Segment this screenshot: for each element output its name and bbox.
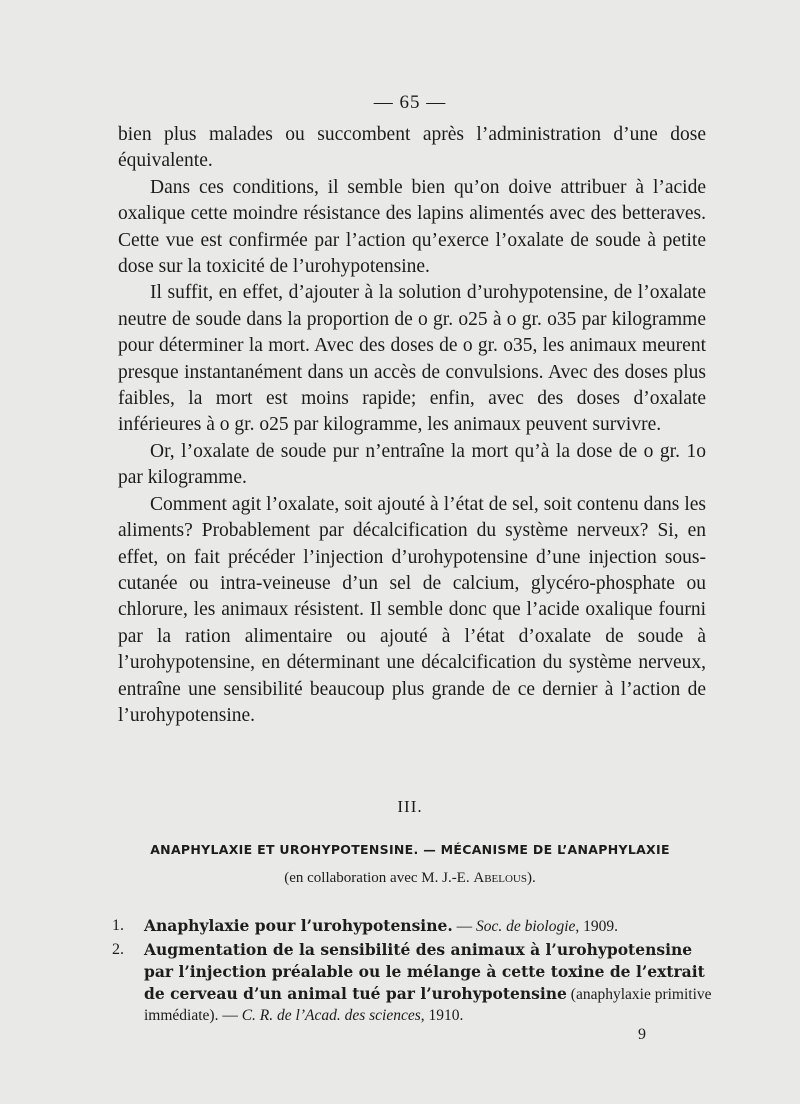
reference-item [112, 915, 712, 937]
reference-title: Augmentation de la sensibilité des animaux à l’urohypotensine par l’injection préalable ou le mélange à cette toxine de l’extrait de cerveau d’un animal tué par l’urohypotensine [144, 940, 705, 1003]
paragraph: Dans ces conditions, il semble bien qu’on doive attribuer à l’acide oxalique cette moindre résistance des lapins alimentés avec des betteraves. Cette vue est confirmée par l’action qu’exerce l’oxalate de soude à petite dose sur la toxicité de l’urohypotensine. [118, 176, 706, 278]
reference-journal: C. R. de l’Acad. des sciences [241, 1007, 421, 1024]
paragraph: Comment agit l’oxalate, soit ajouté à l’état de sel, soit contenu dans les aliments? Probablement par décalcification du système nerveux? Si, en effet, on fait précéder l’injection d’urohypotensine d’une injection sous-cutanée ou intra-veineuse d’un sel de calcium, glycéro-phosphate ou chlorure, les animaux résistent. Il semble donc que l’acide oxalique fourni par la ration alimentaire ou ajouté à l’état d’oxalate de soude à l’urohypotensine, en déterminant une décalcification du système nerveux, entraîne une sensibilité beaucoup plus grande de ce dernier à l’action de l’urohypotensine. [118, 493, 706, 726]
signature-mark: 9 [638, 1026, 646, 1043]
paragraph: Or, l’oxalate de soude pur n’entraîne la mort qu’à la dose de o gr. 1o par kilogramme. [118, 440, 706, 489]
reference-number: 1. [112, 917, 124, 934]
body-text [118, 122, 706, 729]
collab-prefix: (en collaboration avec M. J.-E. [284, 870, 474, 886]
collaboration-note [0, 870, 800, 887]
reference-item [112, 939, 712, 1026]
reference-separator: — [452, 918, 476, 935]
reference-note: (anaphylaxie primitive immédiate). — [144, 986, 712, 1024]
paragraph: bien plus malades ou succombent après l’administration d’une dose équivalente. [118, 124, 706, 172]
reference-list [112, 915, 712, 1028]
collab-name: Abelous [473, 870, 527, 886]
section-title: ANAPHYLAXIE ET UROHYPOTENSINE. — MÉCANISME DE L’ANAPHYLAXIE [150, 842, 670, 857]
reference-title: Anaphylaxie pour l’urohypotensine. [144, 916, 453, 935]
reference-year: , 1909. [575, 918, 619, 935]
reference-journal: Soc. de biologie [475, 918, 576, 935]
reference-number: 2. [112, 941, 124, 958]
paragraph: Il suffit, en effet, d’ajouter à la solution d’urohypotensine, de l’oxalate neutre de soude dans la proportion de o gr. o25 à o gr. o35 par kilogramme pour déterminer la mort. Avec des doses de o gr. o35, les animaux meurent presque instantanément dans un accès de convulsions. Avec des doses plus faibles, la mort est moins rapide; enfin, avec des doses d’oxalate inférieures à o gr. o25 par kilogramme, les animaux peuvent survivre. [118, 282, 706, 436]
reference-year: , 1910. [420, 1007, 464, 1024]
collab-suffix: ). [526, 870, 536, 886]
section-numeral: III. [397, 797, 423, 816]
page-number: — 65 — [373, 92, 447, 113]
